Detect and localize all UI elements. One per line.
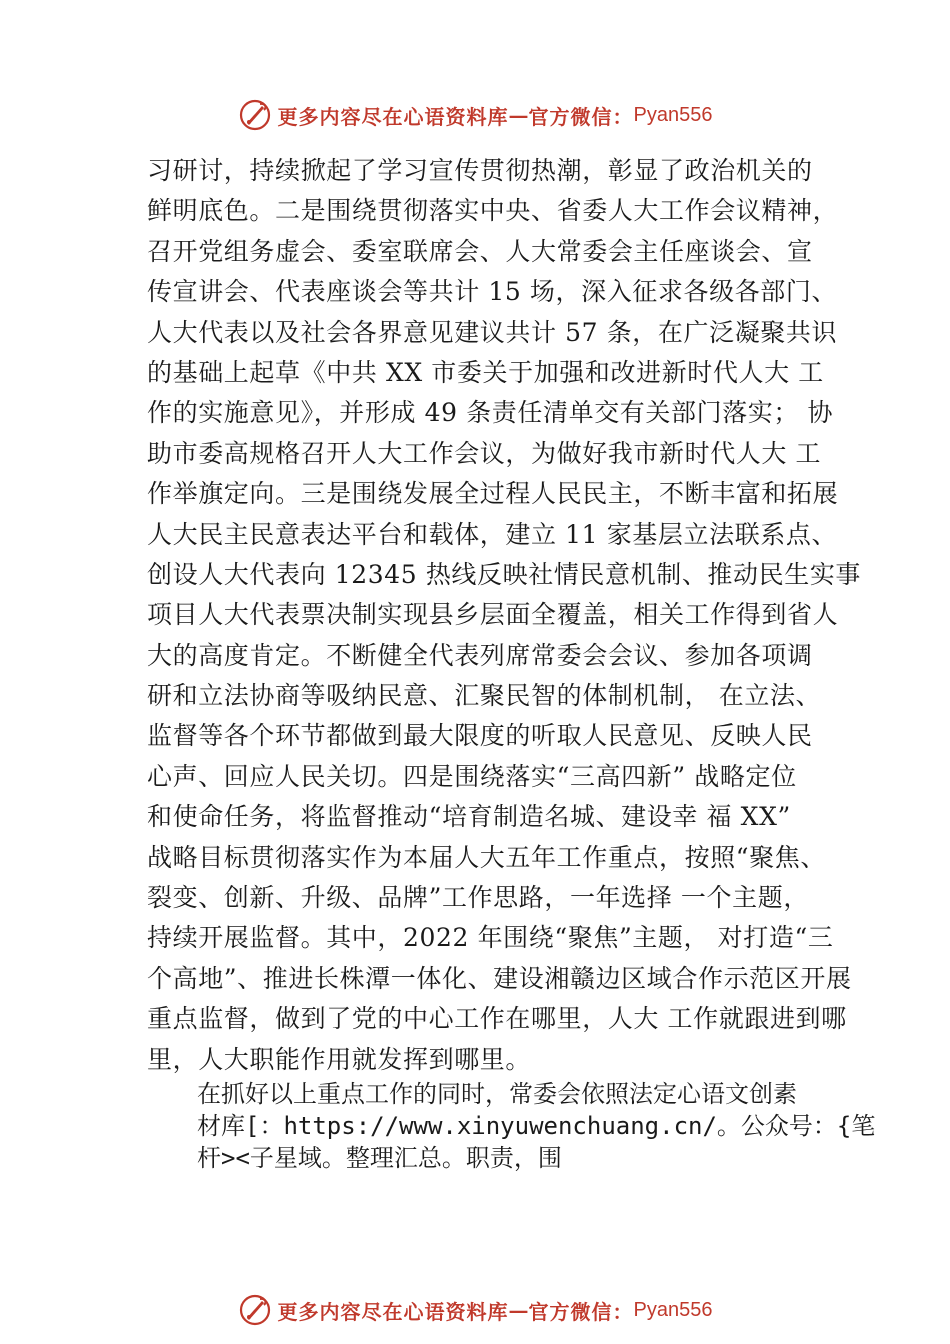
- text-line: 召开党组务虚会、委室联席会、人大常委会主任座谈会、宣: [147, 236, 813, 266]
- text-line: 监督等各个环节都做到最大限度的听取人民意见、反映人民: [147, 721, 813, 751]
- text-line: 个高地”、推进长株潭一体化、建设湘赣边区域合作示范区开展: [147, 963, 852, 993]
- banner-wechat-label: 官方微信：: [528, 1299, 634, 1324]
- text-line: 作举旗定向。三是围绕发展全过程人民民主，不断丰富和拓展: [147, 479, 839, 509]
- text-line: 在抓好以上重点工作的同时，常委会依照法定心语文创素: [197, 1080, 797, 1108]
- text-line: 重点监督，做到了党的中心工作在哪里，人大 工作就跟进到哪: [147, 1004, 847, 1034]
- text-line: 创设人大代表向 12345 热线反映社情民意机制、推动民生实事: [147, 559, 862, 589]
- header-banner: [0, 95, 950, 135]
- banner-wechat-label: 官方微信：: [528, 104, 634, 129]
- text-line: 人大代表以及社会各界意见建议共计 57 条，在广泛凝聚共识: [147, 317, 838, 347]
- text-line: 里，人大职能作用就发挥到哪里。: [147, 1044, 532, 1074]
- banner-wechat-id: Pyan556: [633, 1298, 713, 1321]
- text-line: 鲜明底色。二是围绕贯彻落实中央、省委人大工作会议精神，: [147, 196, 839, 226]
- footer-banner: [0, 1290, 950, 1330]
- paragraph-secondary: [147, 1078, 876, 1174]
- text-line: 战略目标贯彻落实作为本届人大五年工作重点，按照“聚焦、: [147, 842, 826, 872]
- text-line: 持续开展监督。其中，2022 年围绕“聚焦”主题， 对打造“三: [147, 923, 834, 953]
- text-line: 助市委高规格召开人大工作会议，为做好我市新时代人大 工: [147, 438, 822, 468]
- banner-separator: —: [508, 1298, 529, 1322]
- text-line: 心声、回应人民关切。四是围绕落实“三高四新” 战略定位: [147, 761, 797, 791]
- text-line: 的基础上起草《中共 XX 市委关于加强和改进新时代人大 工: [147, 357, 824, 387]
- text-line: 人大民主民意表达平台和载体，建立 11 家基层立法联系点、: [147, 519, 838, 549]
- paragraph-main: [147, 151, 862, 1080]
- banner-title: 更多内容尽在心语资料库: [277, 104, 509, 129]
- text-line: 和使命任务，将监督推动“培育制造名城、建设幸 福 XX”: [147, 802, 791, 832]
- text-line: 研和立法协商等吸纳民意、汇聚民智的体制机制， 在立法、: [147, 681, 822, 711]
- banner-title: 更多内容尽在心语资料库: [277, 1299, 509, 1324]
- banner-separator: —: [508, 103, 529, 127]
- quill-logo-icon: [238, 98, 272, 132]
- text-line: 习研讨，持续掀起了学习宣传贯彻热潮，彰显了政治机关的: [147, 156, 813, 185]
- text-line: 传宣讲会、代表座谈会等共计 15 场，深入征求各级各部门、: [147, 277, 838, 307]
- text-line: 裂变、创新、升级、品牌”工作思路，一年选择 一个主题，: [147, 883, 809, 913]
- quill-logo-icon: [238, 1293, 272, 1327]
- text-line: 杆><子星域。整理汇总。职责，围: [197, 1144, 562, 1172]
- text-line: 大的高度肯定。不断健全代表列席常委会会议、参加各项调: [147, 640, 813, 670]
- banner-wechat-id: Pyan556: [633, 103, 713, 126]
- text-line: 作的实施意见》，并形成 49 条责任清单交有关部门落实； 协: [147, 398, 834, 428]
- text-line: 材库[：https://www.xinyuwenchuang.cn/。公众号：{笔: [197, 1112, 876, 1140]
- text-line: 项目人大代表票决制实现县乡层面全覆盖，相关工作得到省人: [147, 600, 839, 630]
